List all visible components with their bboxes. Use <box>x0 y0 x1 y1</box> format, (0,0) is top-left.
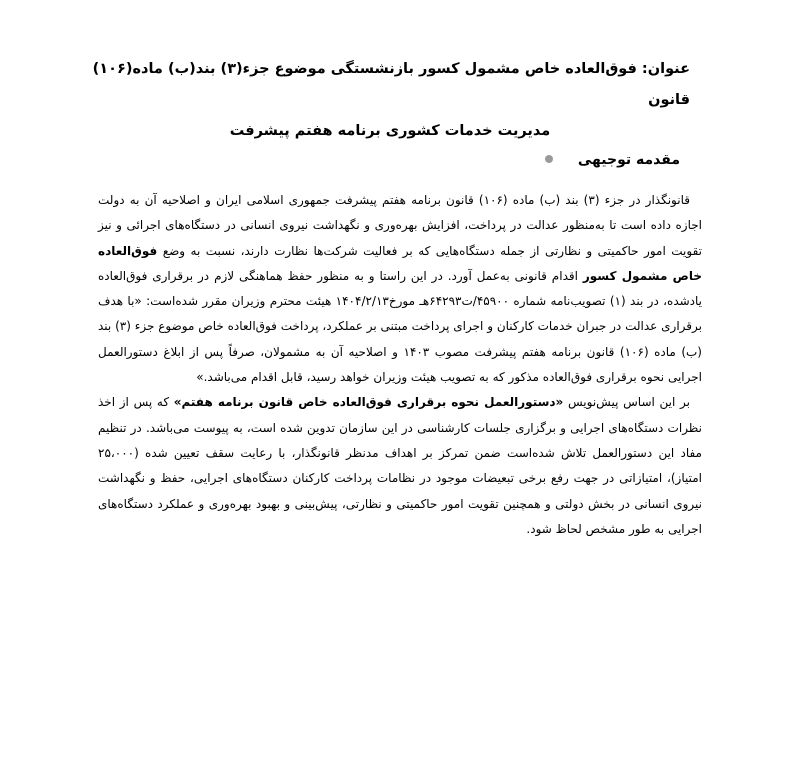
paragraph-1 <box>98 188 702 390</box>
paragraph-1-bold: فوق‌العاده خاص مشمول کسور <box>98 243 702 283</box>
paragraph-2-text-a: بر این اساس پیش‌نویس <box>563 395 690 410</box>
section-heading: مقدمه توجیهی <box>577 152 680 168</box>
paragraph-2-bold: «دستورالعمل نحوه برقراری فوق‌العاده خاص قانون برنامه هفتم» <box>173 395 564 410</box>
paragraph-2 <box>98 390 702 542</box>
title-line-2: مدیریت خدمات کشوری برنامه هفتم پیشرفت <box>229 123 551 139</box>
body-text <box>98 188 702 542</box>
document-title <box>90 54 690 147</box>
paragraph-1-text-b: اقدام قانونی به‌عمل آورد. در این راستا و به منظور حفظ هماهنگی لازم در برقراری فوق‌العاده یادشده، در بند (۱) تصویب‌نامه شماره ۴۵۹۰۰/ت۶۴۲۹۳هـ مورخ۱۴۰۴/۲/۱۳ هیئت محترم وزیران مقرر شده‌است: «با هدف برقراری عدالت در جبران خدمات کارکنان و اجرای پرداخت مبتنی بر عملکرد، پرداخت فوق‌العاده خاص موضوع جزء (۳) بند (ب) ماده (۱۰۶) قانون برنامه هفتم پیشرفت مصوب ۱۴۰۳ و اصلاحیه آن به مشمولان، صرفاً پس از ابلاغ دستورالعمل اجرایی نحوه برقراری فوق‌العاده مذکور که به تصویب هیئت وزیران خواهد رسید، قابل اقدام می‌باشد.» <box>98 268 703 385</box>
paragraph-2-text-b: که پس از اخذ نظرات دستگاه‌های اجرایی و برگزاری جلسات کارشناسی در این سازمان تدوین شده است، به پیوست می‌باشد. در تنظیم مفاد این دستورالعمل تلاش شده‌است ضمن تمرکز بر اهداف مدنظر قانونگذار، با رعایت سقف تعیین شده (۲۵،۰۰۰ امتیاز)، امتیازاتی در جهت رفع برخی تبعیضات موجود در نظامات پرداخت کارکنان دستگاه‌های اجرایی، حفظ و نگهداشت نیروی انسانی در بخش دولتی و همچنین تقویت امور حاکمیتی و نظارتی، پیش‌بینی و بهبود بهره‌وری و عملکرد دستگاه‌های اجرایی به طور مشخص لحاظ شود. <box>98 395 702 536</box>
paragraph-1-text-a: قانونگذار در جزء (۳) بند (ب) ماده (۱۰۶) قانون برنامه هفتم پیشرفت جمهوری اسلامی ایران و اصلاحیه آن به دولت اجازه داده است تا به‌منظور عدالت در پرداخت، افزایش بهره‌وری و نگهداشت نیروی انسانی در دستگاه‌های اجرائی و نیز تقویت امور حاکمیتی و نظارتی از جمله دستگاه‌هایی که بر فعالیت شرکت‌ها نظارت دارند، نسبت به وضع <box>98 193 702 258</box>
bullet-dot-icon <box>545 155 553 163</box>
title-line-1: عنوان: فوق‌العاده خاص مشمول کسور بازنشستگی موضوع جزء(۳) بند(ب) ماده(۱۰۶) قانون <box>92 61 690 108</box>
